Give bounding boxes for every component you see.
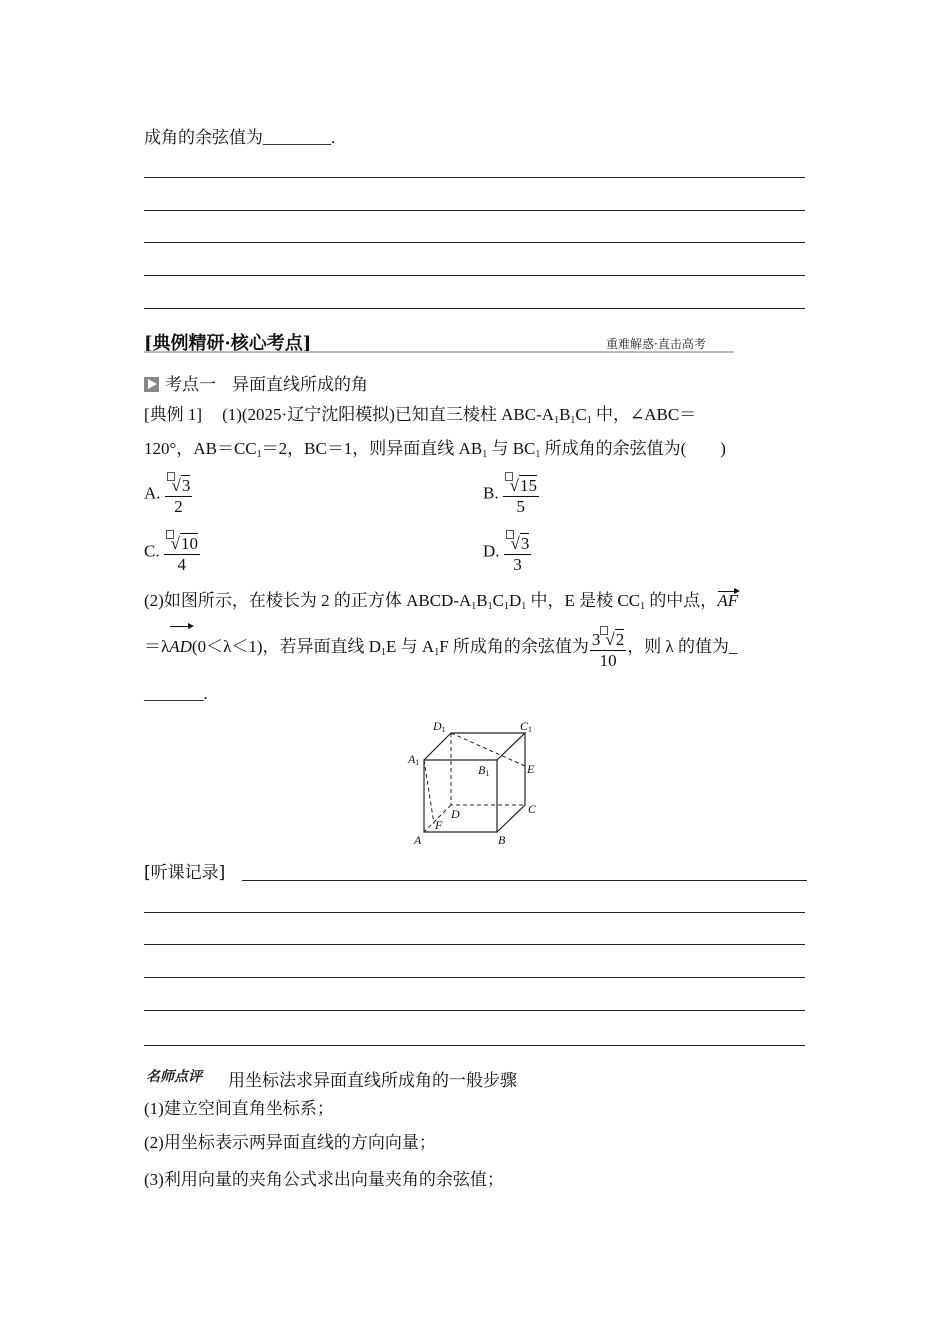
notes-line[interactable] [242,880,807,881]
math-var: C [492,591,504,610]
math-var: F [439,637,449,656]
section-title: [典例精研·核心考点] [144,333,312,354]
text-run: 中， [526,591,565,610]
intro-tail: 成角的余弦值为________. [144,128,336,147]
topic-heading [144,370,368,395]
math-var: AB [193,439,217,458]
label-c1: C1 [520,719,533,734]
example2-line1 [144,590,738,612]
fraction: $\frac{√3}{2}$ [165,472,193,517]
play-triangle-icon [144,377,159,392]
label-a: A [414,833,422,847]
text-run: 的中点， [645,591,718,610]
answer-line [144,177,805,178]
text-run: ＝1，则异面直线 [326,439,459,458]
answer-line [144,242,805,243]
subscript: 1 [434,647,440,658]
notes-line[interactable] [144,912,805,913]
option-d[interactable] [483,530,535,575]
subscript: 1 [482,449,488,460]
text-run: (1)(2025·辽宁沈阳模拟)已知直三棱柱 [222,405,502,424]
math-var: B [476,591,488,610]
example2-blank: _______. [144,684,208,703]
math-var: BC [512,439,536,458]
text-run: - [453,591,459,610]
math-var: C [575,405,587,424]
vector-symbol: AD [169,625,192,669]
math-var: ABC [644,405,680,424]
section-divider [144,351,734,353]
option-letter: A. [144,483,161,503]
text-run: - [536,405,542,424]
example2-text [144,637,589,656]
radicand: 3 [520,534,530,553]
tip-step: (3)利用向量的夹角公式求出向量夹角的余弦值； [144,1170,504,1189]
math-var: ABCD [406,591,454,610]
label-b: B [498,833,506,847]
denominator: 5 [516,497,526,516]
math-var: ABC [501,405,537,424]
label-c: C [528,802,537,816]
math-var: E [386,637,397,656]
text-run: 120°， [144,439,194,458]
label-f: F [435,818,443,832]
math-var: A [421,637,435,656]
topic-label: 考点一 [165,375,216,395]
option-c[interactable] [144,530,204,575]
label-e: E [527,762,535,776]
subscript: 1 [256,449,262,460]
answer-line [144,210,805,211]
option-letter: B. [483,483,499,503]
denominator: 10 [599,650,617,670]
example1-line2 [144,438,726,460]
text-run: 所成角的余弦值为 [448,637,589,656]
math-var: B [559,405,571,424]
text-run: 中，∠ [591,405,645,424]
example2-line2 [144,625,738,671]
example-label: [典例 1] [144,405,203,424]
example1-text [222,405,696,424]
denominator: 3 [513,555,522,574]
notes-line[interactable] [144,944,805,945]
math-var: CC [617,591,641,610]
option-letter: D. [483,541,500,561]
text-run: ＝2， [261,439,305,458]
option-a[interactable] [144,472,196,517]
subscript: 1 [640,601,646,612]
notes-line[interactable] [144,1045,805,1046]
subscript: 1 [554,415,560,426]
fraction: $\frac{3 √2}{10}$ [590,626,626,671]
option-letter: C. [144,541,160,561]
tip-title: 用坐标法求异面直线所成角的一般步骤 [228,1071,517,1091]
text-run: (2)如图所示，在棱长为 2 的正方体 [144,591,407,610]
denominator: 4 [177,555,187,574]
coefficient: 3 [591,629,601,649]
radicand: 2 [615,629,625,649]
math-var: CC [233,439,257,458]
example1-line1 [144,404,696,426]
text-run: (0＜λ＜1)，若异面直线 [191,637,369,656]
segment-d1e [451,733,525,766]
cube-figure [400,710,550,850]
math-var: D [508,591,522,610]
text-run: ＝λ [144,637,170,656]
label-b1: B1 [478,763,490,778]
subscript: 1 [487,601,493,612]
fraction: $\frac{√3}{3}$ [504,530,532,575]
subscript: 1 [535,449,541,460]
answer-line [144,275,805,276]
subscript: 1 [586,415,592,426]
tip-step: (2)用坐标表示两异面直线的方向向量； [144,1133,436,1152]
topic-title: 异面直线所成的角 [232,375,368,395]
math-var: D [368,637,382,656]
text-run: ＝ [679,405,697,424]
label-a1: A1 [408,752,420,767]
label-d: D [451,807,460,821]
label-d1: D1 [433,719,446,734]
radicand: 15 [519,476,537,495]
text-run: ，则 λ 的值为_ [627,637,738,656]
tip-step: (1)建立空间直角坐标系； [144,1099,334,1118]
section-subtitle: 重难解惑·直击高考 [606,337,706,351]
option-b[interactable] [483,472,543,517]
subscript: 1 [521,601,527,612]
notes-line[interactable] [144,977,805,978]
tip-badge: 名师点评 [146,1069,202,1085]
segment-a1f [424,760,434,824]
text-run: 所成角的余弦值为( ) [540,439,726,458]
math-var: A [541,405,555,424]
notes-label: [听课记录] [144,863,226,883]
math-var: BC [304,439,327,458]
subscript: 1 [503,601,509,612]
text-run: 是棱 [574,591,618,610]
math-var: A [458,591,472,610]
subscript: 1 [570,415,576,426]
text-run: 与 [487,439,513,458]
subscript: 1 [471,601,477,612]
math-var: AB [458,439,483,458]
notes-line[interactable] [144,1010,805,1011]
text-run: ＝ [216,439,234,458]
radicand: 3 [181,476,191,495]
subscript: 1 [381,647,387,658]
answer-line [144,308,805,309]
vector-symbol: AF [717,591,739,610]
denominator: 2 [174,497,183,516]
text-run: 与 [396,637,422,656]
fraction: $\frac{√10}{4}$ [164,530,200,575]
radicand: 10 [180,534,198,553]
math-var: E [564,591,575,610]
fraction: $\frac{√15}{5}$ [503,472,539,517]
example2-text [627,637,737,656]
